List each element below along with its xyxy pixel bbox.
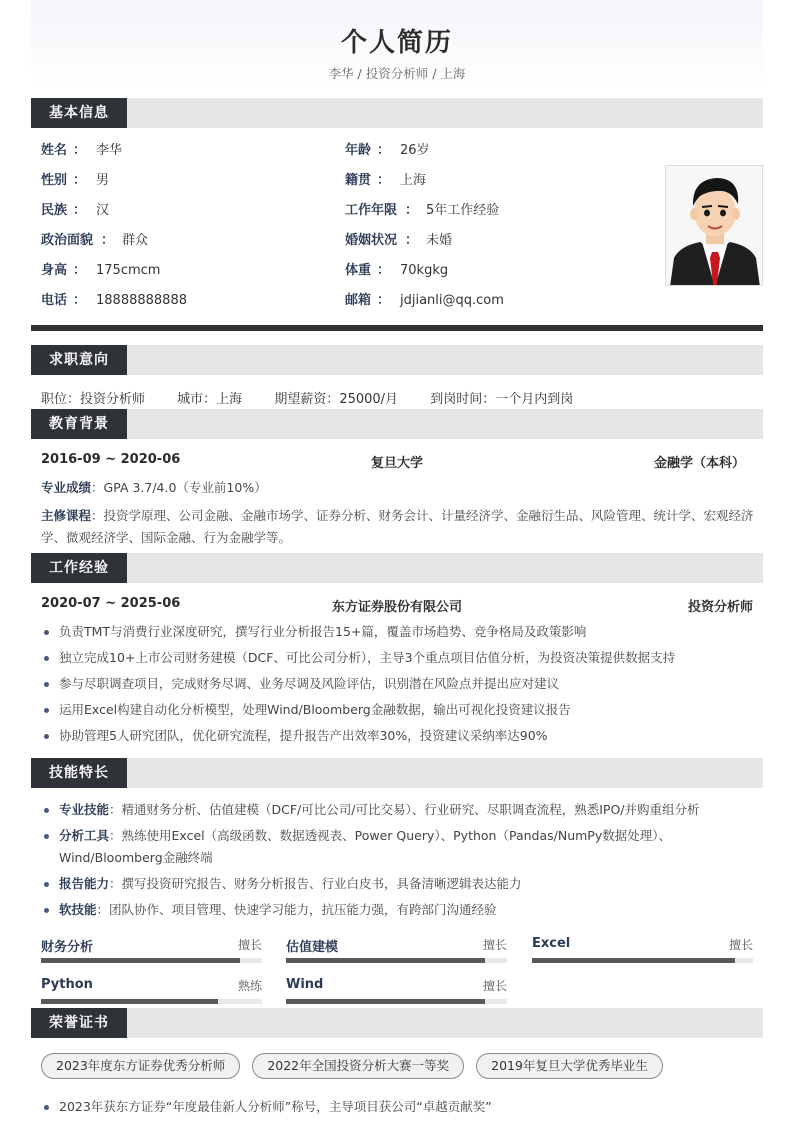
info-separator: ： [377, 173, 391, 188]
skill-bar-fill [286, 999, 485, 1004]
info-value: jdjianli@qq.com [400, 293, 504, 308]
info-key: 邮箱 [345, 293, 372, 308]
page-subtitle: 李华 / 投资分析师 / 上海 [328, 66, 466, 81]
score-label: 专业成绩 [41, 480, 92, 495]
info-key: 体重 [345, 263, 372, 278]
skill-text: ：撰写投资研究报告、财务分析报告、行业白皮书，具备清晰逻辑表达能力 [109, 876, 522, 891]
info-value: 上海 [400, 173, 427, 188]
info-row-gender [41, 171, 341, 191]
info-key: 婚姻状况 [345, 233, 398, 248]
section-job-intent [31, 345, 763, 375]
info-row-name [41, 141, 341, 161]
skill-bar-level: 擅长 [728, 938, 753, 952]
skill-bar-level: 擅长 [237, 938, 262, 952]
resume-header [31, 0, 763, 88]
info-value: 男 [96, 173, 110, 188]
avatar-illustration [666, 166, 763, 286]
skill-text: ：精通财务分析、估值建模（DCF/可比公司/可比交易）、行业研究、尽职调查流程，熟悉IPO/并购重组分析 [109, 802, 700, 817]
skill-text: ：熟练使用Excel（高级函数、数据透视表、Power Query）、Python（Pandas/NumPy数据处理）、Wind/Bloomberg金融终端 [59, 828, 671, 865]
job-period: 2020-07 ~ 2025-06 [41, 596, 181, 611]
honor-badges [41, 1053, 663, 1079]
info-key: 身高 [41, 263, 68, 278]
info-row-email [345, 291, 645, 311]
info-separator: ： [405, 233, 419, 248]
intent-city: 城市：上海 [177, 392, 243, 407]
info-separator: ： [405, 203, 419, 218]
skill-bar-python [41, 977, 262, 1007]
skill-bar-fill [286, 958, 485, 963]
info-key: 姓名 [41, 143, 68, 158]
profile-photo [665, 165, 763, 286]
info-key: 工作年限 [345, 203, 398, 218]
info-row-height [41, 261, 341, 281]
list-item [41, 799, 755, 821]
info-key: 性别 [41, 173, 68, 188]
work-duties-list [41, 621, 755, 751]
info-key: 电话 [41, 293, 68, 308]
list-item [41, 825, 755, 869]
job-company: 东方证券股份有限公司 [331, 600, 462, 615]
info-value: 18888888888 [96, 293, 187, 308]
section-label: 工作经验 [31, 553, 127, 583]
section-education [31, 409, 763, 439]
list-item [41, 899, 755, 921]
info-row-phone [41, 291, 341, 311]
info-row-ethnicity [41, 201, 341, 221]
info-value: 5年工作经验 [426, 203, 500, 218]
section-skills [31, 758, 763, 788]
education-score [41, 477, 755, 499]
section-divider [31, 325, 763, 331]
info-separator: ： [73, 203, 87, 218]
skill-label: 报告能力 [59, 876, 110, 891]
skill-bar-level: 擅长 [482, 979, 507, 993]
education-school: 复旦大学 [370, 456, 423, 471]
info-separator: ： [377, 293, 391, 308]
list-item: 运用Excel构建自动化分析模型，处理Wind/Bloomberg金融数据，输出可视化投资建议报告 [41, 699, 755, 721]
skill-bar-level: 擅长 [482, 938, 507, 952]
info-value: 70kgkg [400, 263, 449, 278]
skill-bar-fill [41, 958, 240, 963]
skill-bar-name: Python [41, 977, 93, 992]
job-title: 投资分析师 [687, 600, 753, 615]
section-work-experience [31, 553, 763, 583]
info-separator: ： [73, 293, 87, 308]
score-value: ：GPA 3.7/4.0（专业前10%） [91, 480, 267, 495]
skill-bar-fill [41, 999, 218, 1004]
page-title: 个人简历 [340, 28, 453, 58]
skill-bar-name: 估值建模 [286, 940, 339, 955]
section-label: 基本信息 [31, 98, 127, 128]
honor-badge: 2022年全国投资分析大赛一等奖 [252, 1053, 464, 1079]
info-key: 政治面貌 [41, 233, 94, 248]
job-intent-line [41, 388, 601, 407]
skill-bar-valuation-modeling [286, 936, 507, 966]
section-basic-info [31, 98, 763, 128]
info-separator: ： [377, 143, 391, 158]
section-label: 技能特长 [31, 758, 127, 788]
education-major: 金融学（本科） [653, 456, 745, 471]
skill-bar-excel [532, 936, 753, 966]
skill-label: 专业技能 [59, 802, 110, 817]
info-key: 年龄 [345, 143, 372, 158]
intent-position: 职位：投资分析师 [41, 392, 146, 407]
skill-bar-track [41, 999, 262, 1004]
skill-bar-track [286, 999, 507, 1004]
intent-arrival: 到岗时间：一个月内到岗 [430, 392, 574, 407]
info-row-weight [345, 261, 645, 281]
skill-bar-fill [532, 958, 735, 963]
education-courses [41, 505, 755, 549]
info-separator: ： [73, 263, 87, 278]
skill-label: 软技能 [59, 902, 97, 917]
skill-bar-level: 熟练 [237, 979, 262, 993]
info-separator: ： [101, 233, 115, 248]
info-row-political [41, 231, 341, 251]
skill-bar-financial-analysis [41, 936, 262, 966]
skills-list [41, 799, 755, 925]
info-value: 群众 [122, 233, 149, 248]
skill-bar-wind [286, 977, 507, 1007]
skill-label: 分析工具 [59, 828, 110, 843]
skill-bar-name: Wind [286, 977, 324, 992]
skill-bar-name: Excel [532, 936, 571, 951]
list-item: 负责TMT与消费行业深度研究，撰写行业分析报告15+篇，覆盖市场趋势、竞争格局及政策影响 [41, 621, 755, 643]
section-label: 教育背景 [31, 409, 127, 439]
info-separator: ： [73, 173, 87, 188]
education-period: 2016-09 ~ 2020-06 [41, 452, 181, 467]
list-item: 协助管理5人研究团队，优化研究流程，提升报告产出效率30%，投资建议采纳率达90% [41, 725, 755, 747]
info-row-marital [345, 231, 645, 251]
honor-badge: 2023年度东方证券优秀分析师 [41, 1053, 240, 1079]
info-separator: ： [73, 143, 87, 158]
info-row-experience-years [345, 201, 645, 221]
list-item: 2023年获东方证券“年度最佳新人分析师”称号，主导项目获公司“卓越贡献奖” [41, 1096, 755, 1118]
skill-bar-track [41, 958, 262, 963]
courses-value: ：投资学原理、公司金融、金融市场学、证券分析、财务会计、计量经济学、金融衍生品、风险管理、统计学、宏观经济学、微观经济学、国际金融、行为金融学等。 [41, 508, 754, 545]
skill-bar-track [286, 958, 507, 963]
job-header-row [41, 596, 753, 614]
info-key: 籍贯 [345, 173, 372, 188]
education-header-row [41, 452, 753, 470]
courses-label: 主修课程 [41, 508, 92, 523]
info-key: 民族 [41, 203, 68, 218]
skill-bar-track [532, 958, 753, 963]
list-item: 独立完成10+上市公司财务建模（DCF、可比公司分析），主导3个重点项目估值分析，为投资决策提供数据支持 [41, 647, 755, 669]
info-row-hometown [345, 171, 645, 191]
info-value: 26岁 [400, 143, 430, 158]
info-row-age [345, 141, 645, 161]
intent-salary: 期望薪资：25000/月 [274, 392, 399, 407]
skill-text: ：团队协作、项目管理、快速学习能力，抗压能力强，有跨部门沟通经验 [96, 902, 497, 917]
info-value: 汉 [96, 203, 110, 218]
section-honors [31, 1008, 763, 1038]
section-label: 荣誉证书 [31, 1008, 127, 1038]
list-item [41, 873, 755, 895]
list-item: 参与尽职调查项目，完成财务尽调、业务尽调及风险评估，识别潜在风险点并提出应对建议 [41, 673, 755, 695]
info-value: 175cmcm [96, 263, 161, 278]
honors-list [41, 1096, 755, 1122]
honor-badge: 2019年复旦大学优秀毕业生 [476, 1053, 663, 1079]
info-value: 未婚 [426, 233, 453, 248]
section-label: 求职意向 [31, 345, 127, 375]
info-value: 李华 [96, 143, 123, 158]
skill-bar-name: 财务分析 [41, 940, 94, 955]
info-separator: ： [377, 263, 391, 278]
